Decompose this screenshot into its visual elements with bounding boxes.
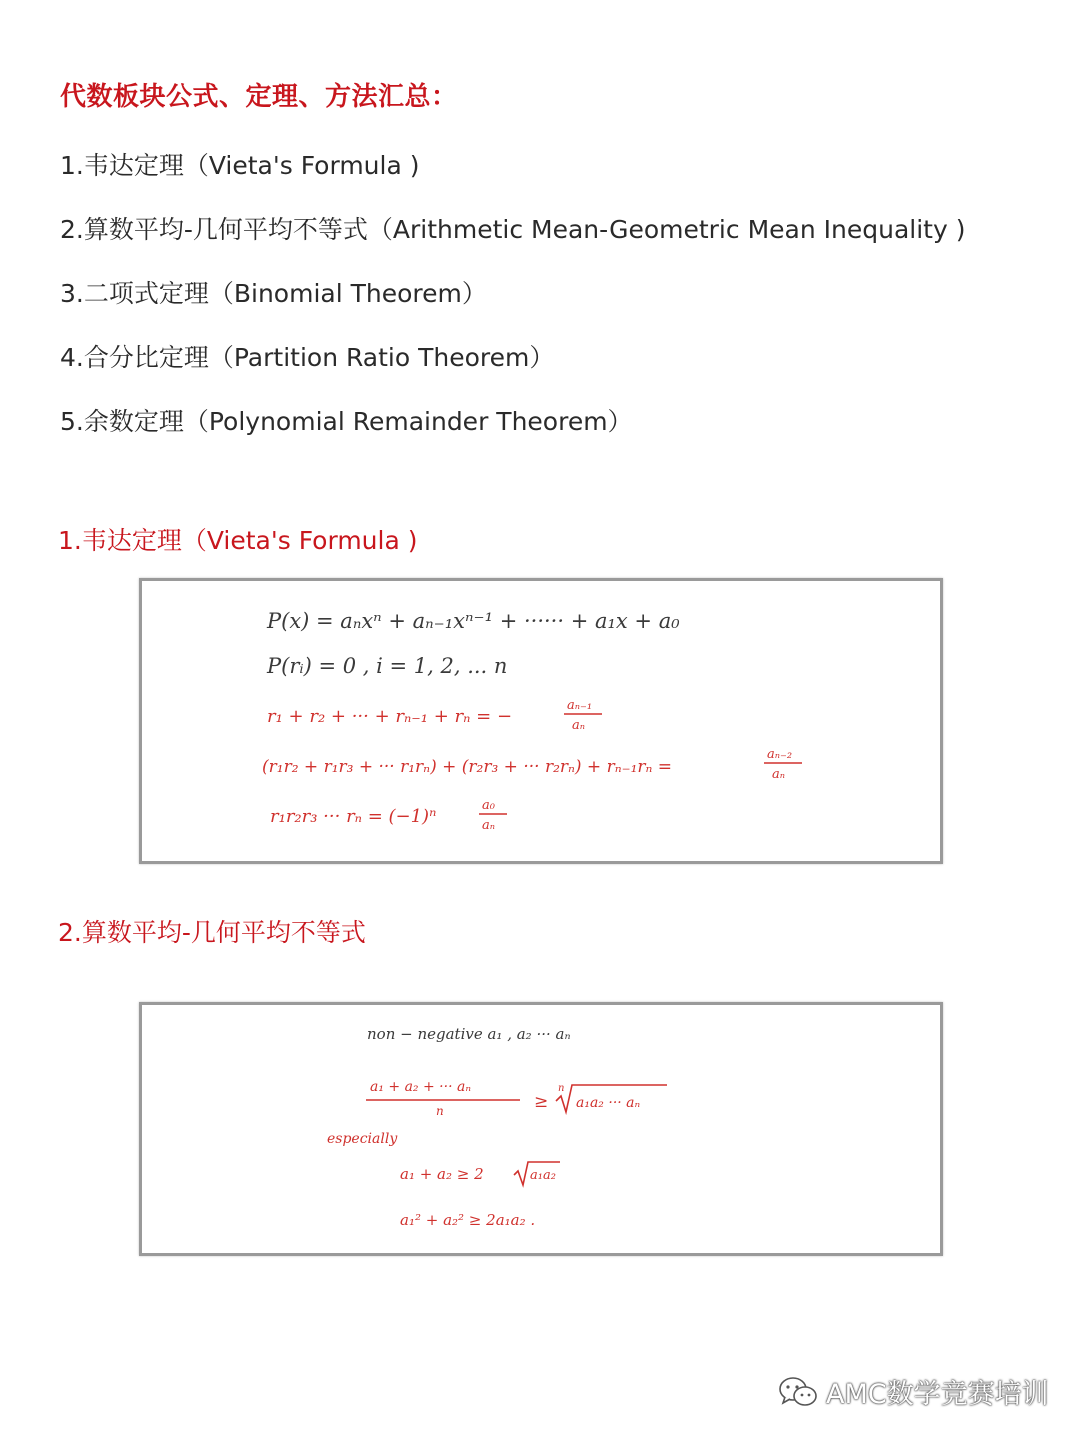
- toc-item-partition-ratio: 4.合分比定理（Partition Ratio Theorem）: [60, 343, 555, 372]
- section-heading-am-gm: 2.算数平均-几何平均不等式: [58, 918, 366, 947]
- am-gm-formula-image: [139, 1002, 943, 1256]
- wechat-icon: [778, 1375, 818, 1409]
- amgm-squares: a₁² + a₂² ≥ 2a₁a₂ .: [400, 1211, 536, 1229]
- toc-item-remainder: 5.余数定理（Polynomial Remainder Theorem）: [60, 407, 633, 436]
- vieta-line-pair-products: (r₁r₂ + r₁r₃ + ··· r₁rₙ) + (r₂r₃ + ··· r₂rₙ) + rₙ₋₁rₙ =: [262, 757, 673, 777]
- amgm-geq-sign: ≥: [534, 1092, 549, 1112]
- vieta-sum-numerator: aₙ₋₁: [567, 698, 593, 713]
- vieta-pairs-denominator: aₙ: [772, 767, 786, 782]
- toc-item-am-gm: 2.算数平均-几何平均不等式（Arithmetic Mean-Geometric Mean Inequality ): [60, 215, 966, 244]
- amgm-radicand: a₁a₂ ··· aₙ: [576, 1095, 641, 1111]
- amgm-root-index: n: [558, 1083, 565, 1094]
- toc-item-binomial: 3.二项式定理（Binomial Theorem）: [60, 279, 487, 308]
- watermark: [778, 1372, 1049, 1411]
- vieta-product-numerator: a₀: [482, 798, 495, 813]
- vieta-line-roots: P(rᵢ) = 0 , i = 1, 2, ... n: [267, 654, 508, 678]
- watermark-text: AMC数学竞赛培训: [826, 1379, 1049, 1410]
- amgm-mean-numerator: a₁ + a₂ + ··· aₙ: [370, 1079, 472, 1095]
- vieta-line-polynomial: P(x) = aₙxⁿ + aₙ₋₁xⁿ⁻¹ + ······ + a₁x + a₀: [267, 609, 680, 633]
- toc-item-vieta: 1.韦达定理（Vieta's Formula ): [60, 151, 420, 180]
- amgm-mean-denominator: n: [436, 1104, 444, 1118]
- vieta-line-product: r₁r₂r₃ ··· rₙ = (−1)ⁿ: [270, 806, 437, 827]
- vieta-line-sum: r₁ + r₂ + ··· + rₙ₋₁ + rₙ = −: [267, 706, 513, 727]
- amgm-line-condition: non − negative a₁ , a₂ ··· aₙ: [367, 1025, 571, 1043]
- vieta-product-denominator: aₙ: [482, 818, 496, 833]
- page-title: 代数板块公式、定理、方法汇总：: [60, 82, 458, 112]
- vieta-pairs-numerator: aₙ₋₂: [767, 747, 793, 762]
- vieta-formula-image: [139, 578, 943, 864]
- amgm-two-term-radicand: a₁a₂: [530, 1168, 556, 1183]
- vieta-sum-denominator: aₙ: [572, 718, 586, 733]
- amgm-especially: especially: [327, 1131, 398, 1147]
- amgm-two-term: a₁ + a₂ ≥ 2: [400, 1165, 484, 1183]
- section-heading-vieta: 1.韦达定理（Vieta's Formula ): [58, 526, 418, 555]
